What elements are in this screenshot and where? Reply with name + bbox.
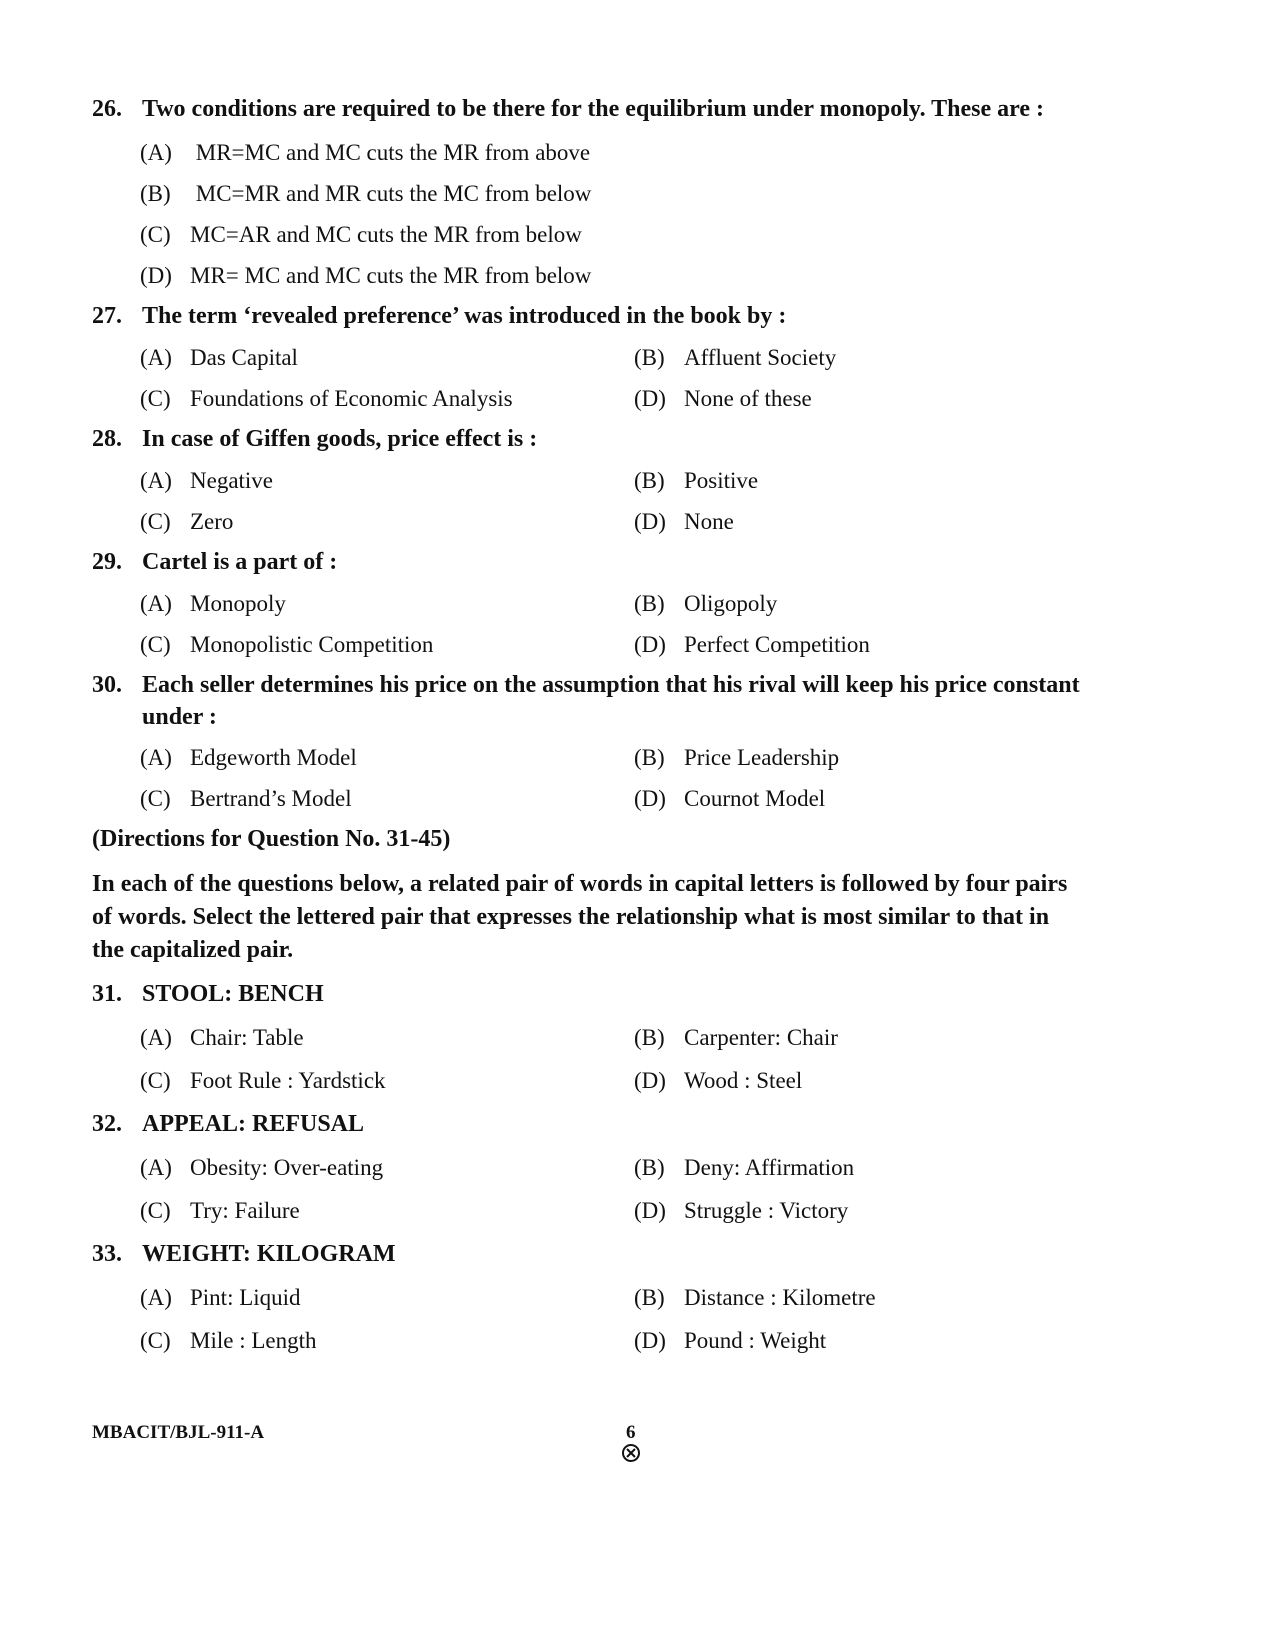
question-number: 32.	[92, 1111, 122, 1137]
question-text: APPEAL: REFUSAL	[142, 1111, 365, 1137]
option-32-d[interactable]: (D) Struggle : Victory	[634, 1198, 849, 1223]
question-text: Each seller determines his price on the assumption that his rival will keep his price constant under :	[142, 672, 1080, 730]
option-28-b[interactable]: (B) Positive	[634, 468, 759, 493]
option-29-c[interactable]: (C) Monopolistic Competition	[140, 632, 434, 657]
option-31-a[interactable]: (A) Chair: Table	[140, 1025, 304, 1050]
option-33-c[interactable]: (C) Mile : Length	[140, 1328, 317, 1353]
option-33-d[interactable]: (D) Pound : Weight	[634, 1328, 827, 1353]
option-27-d[interactable]: (D) None of these	[634, 386, 812, 411]
question-text: Two conditions are required to be there for the equilibrium under monopoly. These are :	[142, 96, 1045, 122]
option-32-a[interactable]: (A) Obesity: Over-eating	[140, 1155, 384, 1180]
page-number: 6	[626, 1422, 636, 1443]
option-31-b[interactable]: (B) Carpenter: Chair	[634, 1025, 838, 1050]
option-29-b[interactable]: (B) Oligopoly	[634, 591, 778, 616]
question-number: 29.	[92, 549, 122, 575]
directions-text: In each of the questions below, a related pair of words in capital letters is followed by four pairs of words. Select the lettered pair that expresses the relationship what is most similar to that in the capitalized pair.	[92, 871, 1068, 963]
option-26-b[interactable]: (B) MC=MR and MR cuts the MC from below	[140, 181, 592, 206]
option-30-a[interactable]: (A) Edgeworth Model	[140, 745, 357, 770]
question-text: WEIGHT: KILOGRAM	[142, 1241, 396, 1267]
question-27	[92, 300, 1092, 332]
question-text: The term ‘revealed preference’ was introduced in the book by :	[142, 303, 787, 329]
question-28	[92, 423, 1092, 455]
option-28-a[interactable]: (A) Negative	[140, 468, 274, 493]
question-text: Cartel is a part of :	[142, 549, 338, 575]
option-32-b[interactable]: (B) Deny: Affirmation	[634, 1155, 855, 1180]
option-30-b[interactable]: (B) Price Leadership	[634, 745, 840, 770]
circled-times-icon	[621, 1443, 641, 1468]
paper-code: MBACIT/BJL-911-A	[92, 1422, 265, 1443]
option-33-b[interactable]: (B) Distance : Kilometre	[634, 1285, 876, 1310]
option-30-c[interactable]: (C) Bertrand’s Model	[140, 786, 352, 811]
question-number: 31.	[92, 981, 122, 1007]
question-number: 30.	[92, 672, 122, 698]
option-27-c[interactable]: (C) Foundations of Economic Analysis	[140, 386, 513, 411]
question-number: 26.	[92, 96, 122, 122]
option-31-d[interactable]: (D) Wood : Steel	[634, 1068, 803, 1093]
directions-heading: (Directions for Question No. 31-45)	[92, 826, 451, 852]
option-30-d[interactable]: (D) Cournot Model	[634, 786, 826, 811]
question-26	[92, 93, 1092, 125]
option-33-a[interactable]: (A) Pint: Liquid	[140, 1285, 301, 1310]
question-number: 33.	[92, 1241, 122, 1267]
option-31-c[interactable]: (C) Foot Rule : Yardstick	[140, 1068, 386, 1093]
question-32	[92, 1108, 1092, 1140]
option-26-c[interactable]: (C) MC=AR and MC cuts the MR from below	[140, 222, 582, 247]
option-29-a[interactable]: (A) Monopoly	[140, 591, 286, 616]
question-29	[92, 546, 1092, 578]
question-33	[92, 1238, 1092, 1270]
option-26-d[interactable]: (D) MR= MC and MC cuts the MR from below	[140, 263, 592, 288]
option-26-a[interactable]: (A) MR=MC and MC cuts the MR from above	[140, 140, 591, 165]
question-text: STOOL: BENCH	[142, 981, 324, 1007]
question-31	[92, 978, 1092, 1010]
question-number: 28.	[92, 426, 122, 452]
option-28-d[interactable]: (D) None	[634, 509, 734, 534]
option-28-c[interactable]: (C) Zero	[140, 509, 234, 534]
question-number: 27.	[92, 303, 122, 329]
option-29-d[interactable]: (D) Perfect Competition	[634, 632, 870, 657]
option-27-b[interactable]: (B) Affluent Society	[634, 345, 837, 370]
option-27-a[interactable]: (A) Das Capital	[140, 345, 298, 370]
option-32-c[interactable]: (C) Try: Failure	[140, 1198, 300, 1223]
question-text: In case of Giffen goods, price effect is :	[142, 426, 538, 452]
question-30	[92, 669, 1092, 733]
